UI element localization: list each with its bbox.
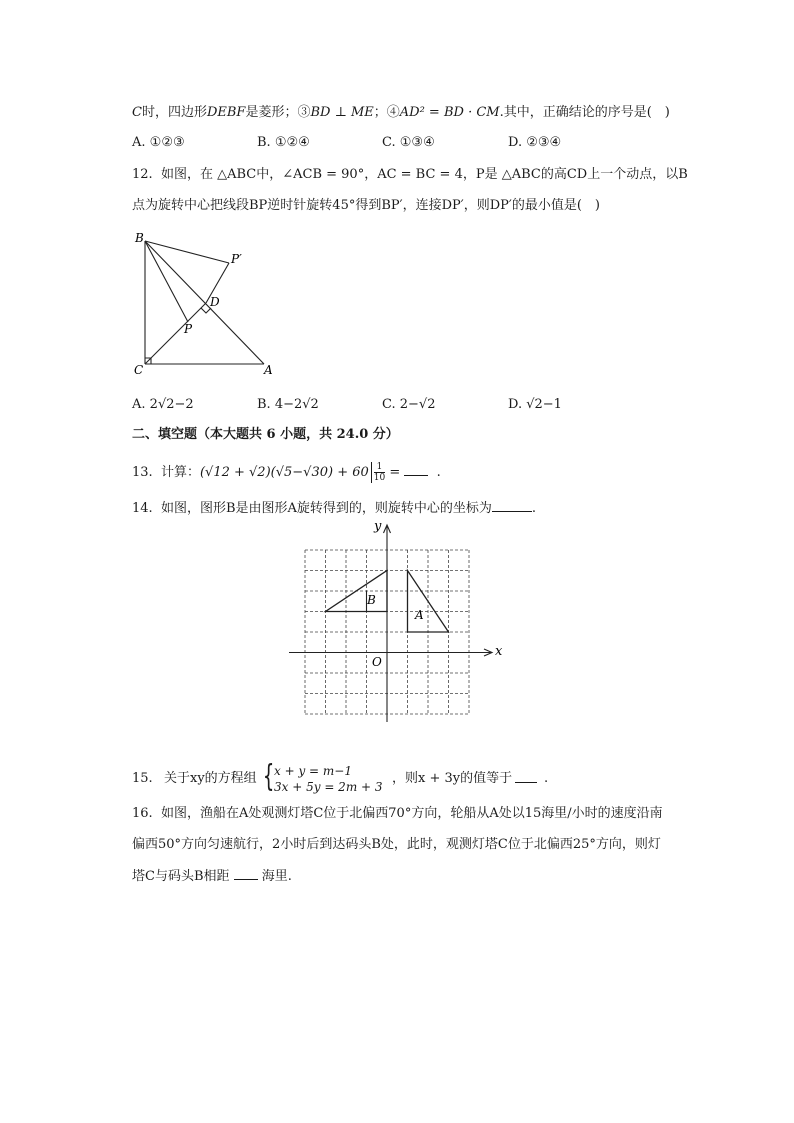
option-label: B. — [257, 397, 271, 412]
option-label: D. — [508, 135, 523, 150]
q15-prefix: 关于xy的方程组 — [164, 771, 257, 786]
q15-equation-2: 3x + 5y = 2m + 3 — [274, 780, 383, 794]
q16-number: 16. — [132, 806, 153, 821]
q16-text-1: 如图，渔船在A处观测灯塔C位于北偏西70°方向，轮船从A处以15海里/小时的速度沿南 — [160, 806, 663, 821]
option-label: D. — [508, 397, 523, 412]
label-x: x — [495, 644, 503, 659]
q14-end: . — [531, 501, 537, 516]
option-text: 2−√2 — [399, 397, 436, 412]
q11-text-a: 时，四边形 — [141, 105, 207, 120]
q14-text: 如图，图形B是由图形A旋转得到的，则旋转中心的坐标为 — [160, 501, 492, 516]
q12-text-2: 点为旋转中心把线段BP逆时针旋转45°得到BP′，连接DP′，则DP′的最小值是( ) — [132, 198, 600, 213]
q16-text-3a: 塔C与码头B相距 — [132, 869, 230, 884]
q12-text-1: 如图，在 △ABC中，∠ACB = 90°，AC = BC = 4，P是 △ABC的高CD上一个动点，以B — [160, 167, 688, 182]
option-label: C. — [382, 397, 396, 412]
q11-var-c: C — [132, 105, 142, 120]
fraction-numerator: 1 — [374, 462, 385, 473]
option-text: √2−1 — [526, 397, 562, 412]
q12-number: 12. — [132, 167, 153, 182]
q13-answer-blank[interactable] — [404, 463, 428, 476]
q13 — [132, 462, 441, 483]
q15-suffix: ，则x + 3y的值等于 — [392, 771, 513, 786]
q13-fraction — [371, 462, 385, 483]
q13-equals: = — [389, 465, 401, 480]
label-p-prime: P′ — [231, 252, 242, 266]
q11-var-debf: DEBF — [206, 105, 246, 120]
q11-option-b[interactable] — [257, 134, 310, 152]
label-p: P — [184, 322, 193, 336]
q13-prefix: 计算： — [160, 465, 200, 480]
section-title: 二、填空题（本大题共 6 小题，共 24.0 分） — [132, 427, 399, 442]
q13-expression: (√12 + √2)(√5−√30) + 60 — [199, 465, 369, 480]
q12-option-c[interactable] — [382, 396, 435, 414]
q12-option-d[interactable] — [508, 396, 562, 414]
q15-number: 15. — [132, 771, 153, 786]
segment-bp — [145, 241, 188, 322]
q11-end: .其中，正确结论的序号是( ) — [499, 105, 670, 120]
q13-end: . — [436, 465, 441, 480]
q16-line3 — [132, 867, 292, 886]
option-text: ①②④ — [274, 135, 310, 150]
q14-answer-blank[interactable] — [492, 499, 532, 512]
q16-text-2: 偏西50°方向匀速航行，2小时后到达码头B处，此时，观测灯塔C位于北偏西25°方向，则灯 — [132, 837, 661, 852]
q15-brace: { — [262, 759, 275, 794]
q15-answer-blank[interactable] — [515, 770, 537, 783]
q14-grid-figure — [285, 516, 505, 726]
label-b: B — [135, 231, 144, 245]
option-label: C. — [382, 135, 396, 150]
q12-option-a[interactable] — [132, 396, 194, 414]
q13-number: 13. — [132, 465, 153, 480]
label-a: A — [264, 363, 273, 377]
q12-figure — [128, 228, 278, 380]
label-c: C — [134, 363, 144, 377]
label-d: D — [210, 295, 220, 309]
q11-cond4: AD² = BD · CM — [399, 105, 500, 120]
segment-cd — [145, 303, 206, 364]
q11-option-d[interactable] — [508, 134, 561, 152]
label-b-shape: B — [367, 593, 376, 607]
segment-bp-prime — [145, 241, 229, 263]
q15-equation-1: x + y = m−1 — [274, 764, 352, 778]
option-text: ①②③ — [149, 135, 185, 150]
q11-text-b: 是菱形；③ — [245, 105, 311, 120]
q16-line1 — [132, 805, 663, 823]
option-text: ②③④ — [526, 135, 562, 150]
label-a-shape: A — [415, 608, 424, 622]
q16-text-3b: 海里. — [261, 869, 292, 884]
q11-cond3: BD ⊥ ME — [310, 105, 374, 120]
q16-answer-blank[interactable] — [234, 867, 258, 880]
option-label: B. — [257, 135, 271, 150]
option-text: 2√2−2 — [149, 397, 194, 412]
q11-option-a[interactable] — [132, 134, 185, 152]
q12-line2 — [132, 197, 600, 215]
option-label: A. — [132, 397, 146, 412]
q11-tail — [132, 104, 670, 122]
q12-option-b[interactable] — [257, 396, 319, 414]
q12-line1 — [132, 166, 688, 184]
fraction-denominator: 10 — [373, 473, 386, 483]
q11-sep: ；④ — [373, 105, 400, 120]
label-o: O — [372, 655, 382, 669]
option-text: 4−2√2 — [274, 397, 319, 412]
option-text: ①③④ — [399, 135, 435, 150]
label-y: y — [374, 519, 382, 534]
q15-end: . — [544, 771, 549, 786]
q16-line2 — [132, 836, 661, 854]
option-label: A. — [132, 135, 146, 150]
q11-option-c[interactable] — [382, 134, 435, 152]
q14-number: 14. — [132, 501, 153, 516]
